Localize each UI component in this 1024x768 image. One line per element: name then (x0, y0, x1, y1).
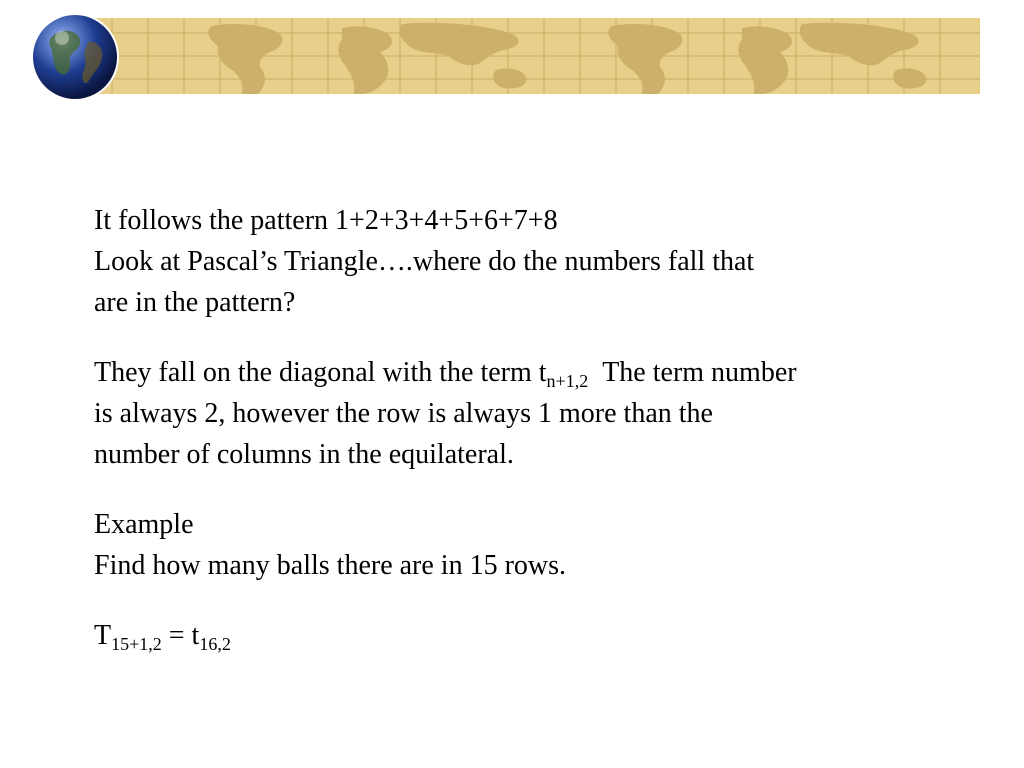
paragraph-diagonal (94, 352, 974, 475)
subscript-part: 15+1 (111, 634, 149, 654)
world-map-strip (92, 18, 980, 94)
formula-equals: = t (161, 620, 200, 651)
text-line: Look at Pascal’s Triangle….where do the numbers fall that (94, 246, 755, 277)
paragraph-example (94, 504, 974, 586)
slide-body (94, 200, 974, 656)
text-line: are in the pattern? (94, 287, 296, 318)
formula (94, 615, 974, 656)
subscript (111, 634, 162, 654)
text-segment: They fall on the diagonal with the term t (94, 357, 547, 388)
text-line: is always 2, however the row is always 1 more than the (94, 398, 713, 429)
formula-line (94, 615, 974, 656)
paragraph-pattern (94, 200, 974, 323)
subscript: 16,2 (199, 634, 231, 654)
world-map-graphic (92, 18, 980, 94)
example-heading: Example (94, 509, 194, 540)
formula-term: T (94, 620, 112, 651)
globe-icon (30, 12, 120, 102)
header-banner (0, 0, 1024, 110)
subscript: n+1,2 (546, 371, 589, 391)
text-line: It follows the pattern 1+2+3+4+5+6+7+8 (94, 205, 558, 236)
subscript-part: ,2 (148, 634, 162, 654)
text-line: Find how many balls there are in 15 rows. (94, 550, 567, 581)
text-line (94, 352, 974, 393)
text-line: number of columns in the equilateral. (94, 439, 514, 470)
text-segment: The term number (602, 357, 797, 388)
